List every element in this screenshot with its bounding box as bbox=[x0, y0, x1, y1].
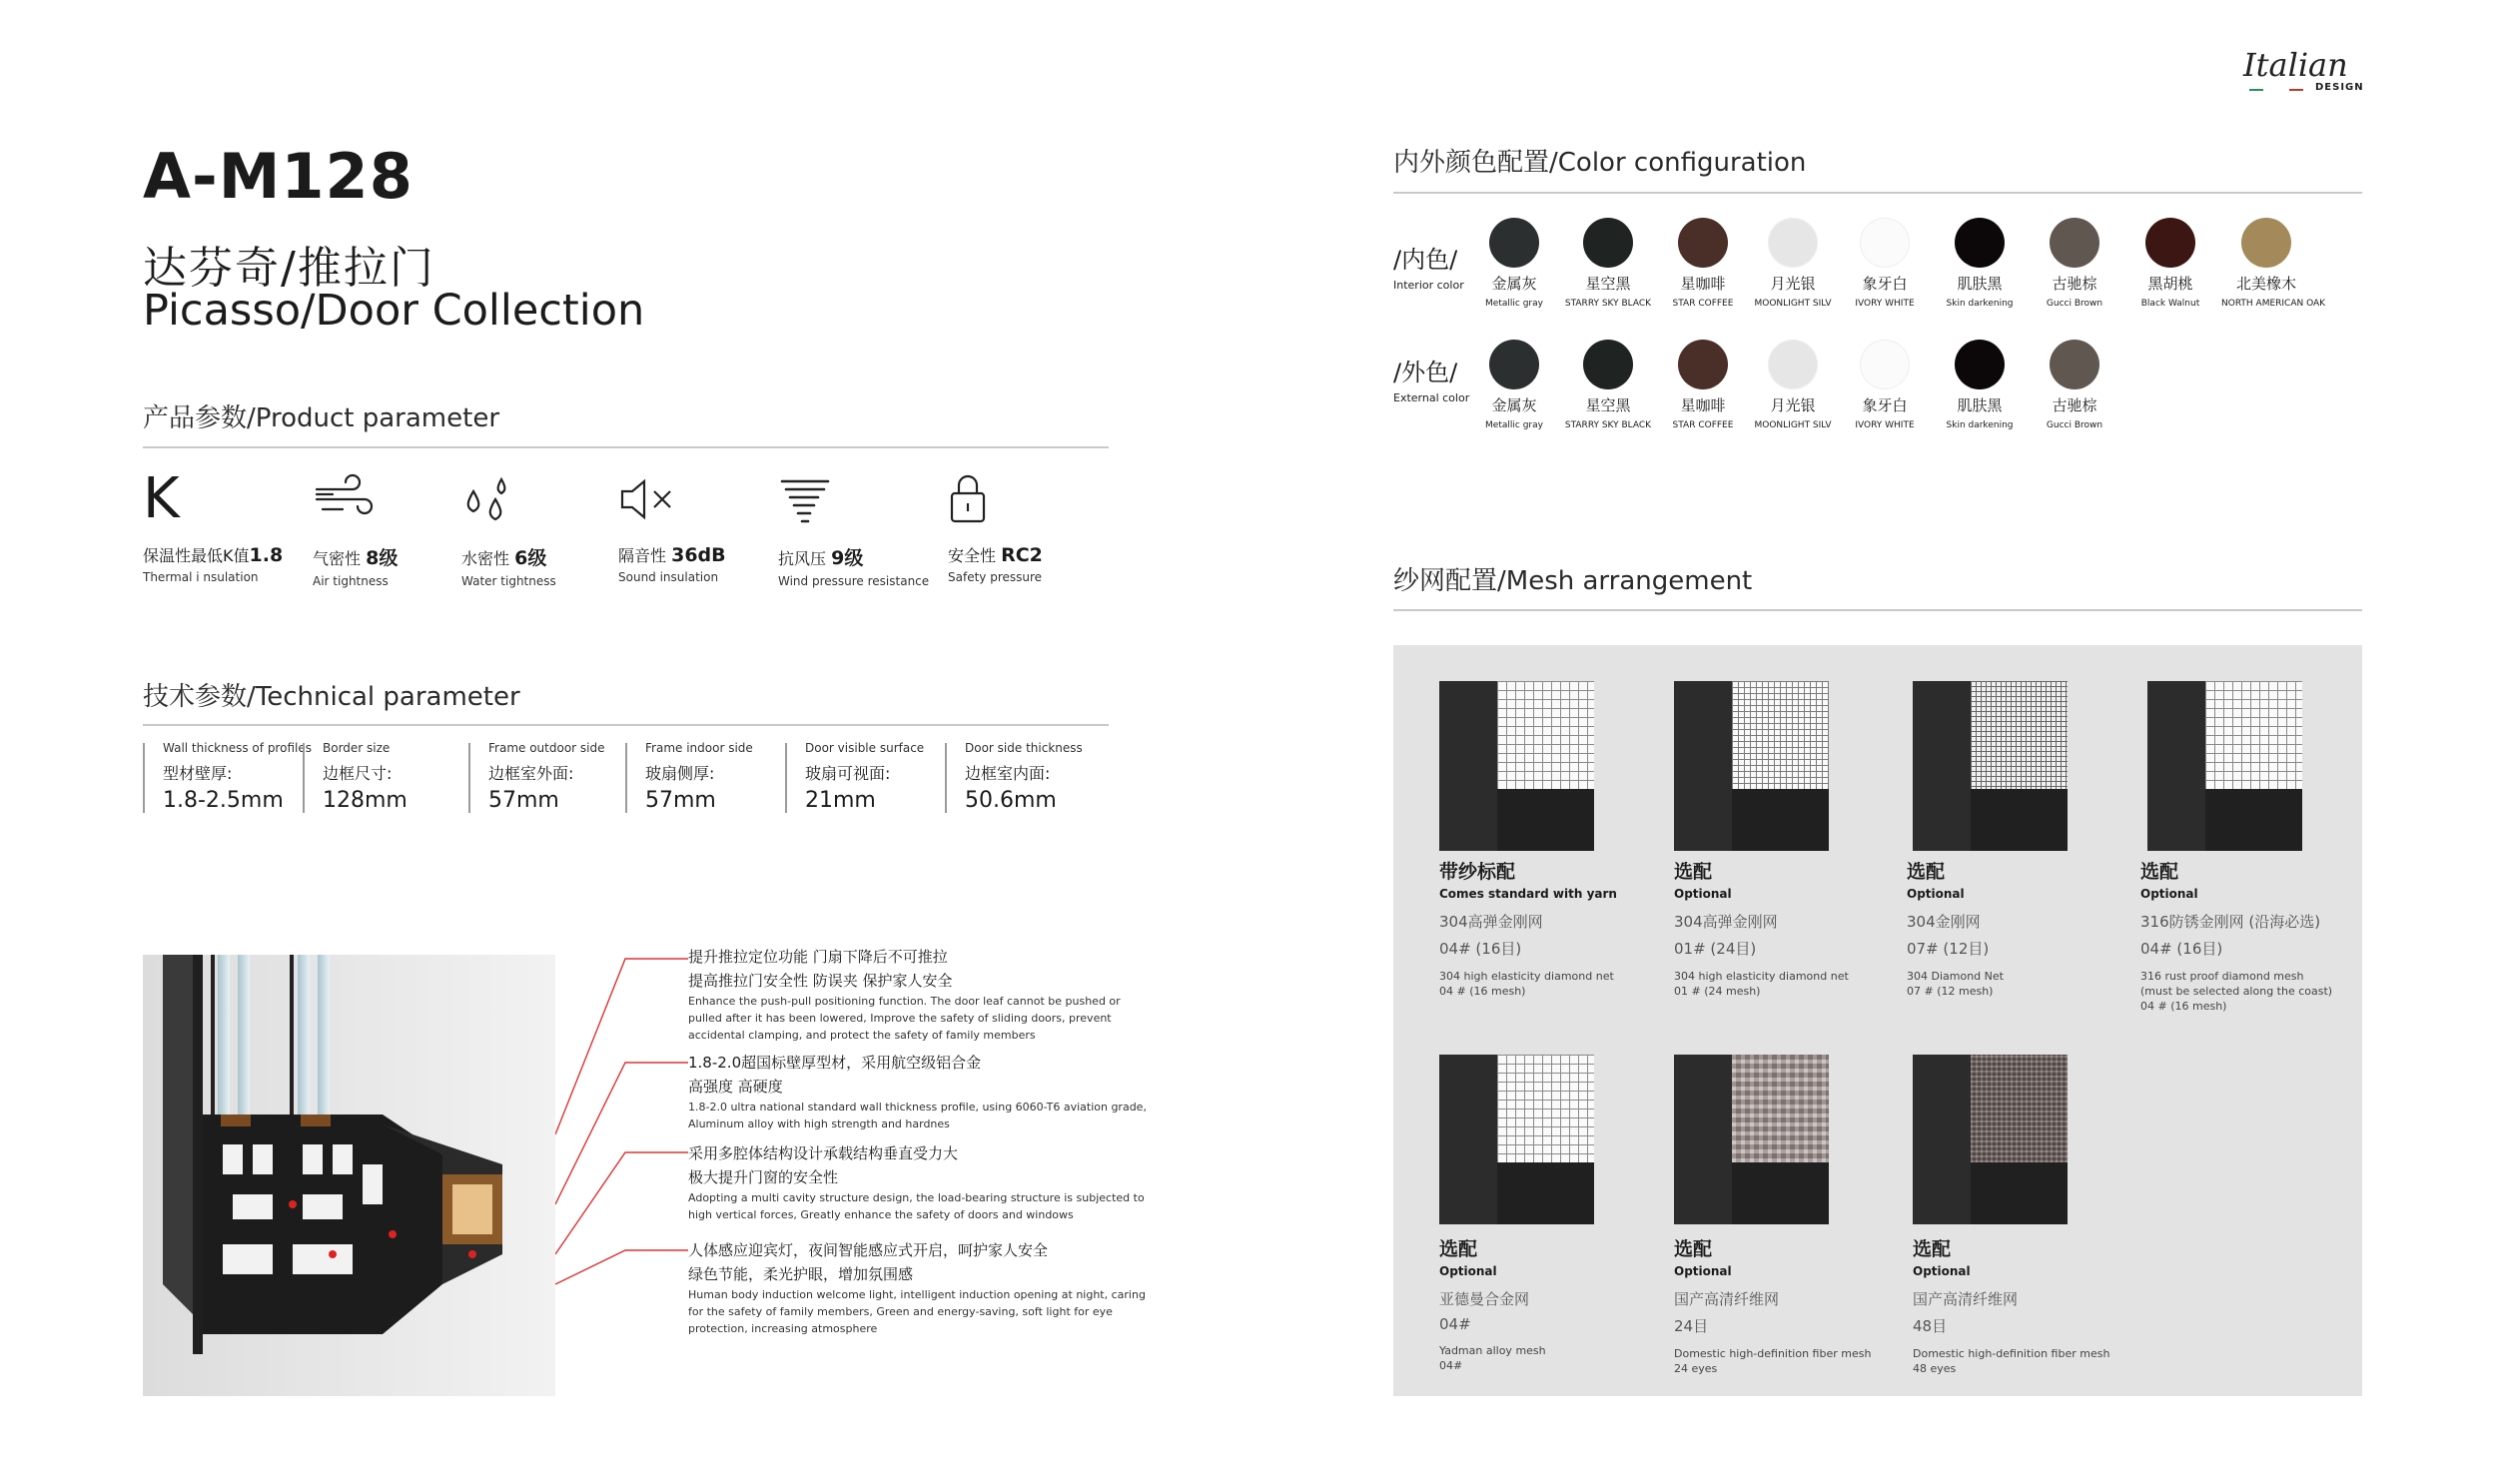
mesh-info bbox=[1439, 857, 1679, 999]
feature-label-en: Sound insulation bbox=[618, 570, 719, 584]
color-swatch-name: 星咖啡 bbox=[1680, 275, 1726, 293]
color-swatch-name: 月光银 bbox=[1770, 275, 1816, 293]
brand-flag-line-red bbox=[2289, 89, 2303, 91]
mesh-sub: Optional bbox=[1439, 1264, 1497, 1278]
color-swatch bbox=[1748, 340, 1838, 430]
k-value-icon: K bbox=[143, 466, 180, 531]
color-swatch-dot bbox=[1583, 218, 1633, 268]
color-swatch bbox=[1840, 340, 1930, 430]
color-swatch-name-en: STAR COFFEE bbox=[1672, 420, 1734, 430]
mesh-title: 选配 bbox=[1674, 861, 1713, 883]
color-swatch-name-en: Skin darkening bbox=[1946, 420, 2014, 430]
mesh-cn1: 国产高清纤维网 bbox=[1674, 1290, 1780, 1308]
feature-water bbox=[461, 469, 631, 588]
mesh-en3: 04 # (16 mesh) bbox=[2140, 1000, 2227, 1013]
feature-label-en: Water tightness bbox=[461, 574, 556, 588]
color-swatch-name-en: IVORY WHITE bbox=[1855, 420, 1915, 430]
mesh-title: 带纱标配 bbox=[1439, 861, 1516, 883]
color-swatch-dot bbox=[1489, 218, 1539, 268]
tech-param-value: 57mm bbox=[645, 788, 716, 813]
technical-parameter-heading: 技术参数/Technical parameter bbox=[143, 682, 520, 712]
title-cn: 达芬奇/推拉门 bbox=[143, 243, 435, 294]
feature-value: RC2 bbox=[1001, 544, 1043, 566]
mesh-cn1: 国产高清纤维网 bbox=[1913, 1290, 2019, 1308]
mesh-en2: 04 # (16 mesh) bbox=[1439, 985, 1526, 998]
mesh-sub: Optional bbox=[1913, 1264, 1971, 1278]
brand-logo bbox=[2235, 42, 2375, 102]
mesh-cn2: 01# (24目) bbox=[1674, 940, 1757, 958]
mesh-en1: 304 high elasticity diamond net bbox=[1439, 970, 1614, 983]
color-swatch-dot bbox=[1678, 218, 1728, 268]
tech-param-cn: 玻扇可视面: bbox=[805, 764, 891, 783]
color-swatch-name: 金属灰 bbox=[1491, 396, 1537, 414]
mesh-sample bbox=[1913, 1055, 2068, 1224]
tech-param-value: 50.6mm bbox=[965, 788, 1057, 813]
callout-en: Adopting a multi cavity structure design, the load-bearing structure is subjected to high vertical forces, Greatly enhance the safety of doors and windows bbox=[688, 1191, 1145, 1221]
mesh-cn1: 304高弹金刚网 bbox=[1674, 913, 1778, 931]
color-swatch-dot bbox=[2241, 218, 2291, 268]
mesh-info bbox=[1674, 1234, 1914, 1376]
color-swatch bbox=[2030, 218, 2119, 309]
tech-param bbox=[945, 743, 1083, 813]
mesh-en1: 304 Diamond Net bbox=[1907, 970, 2004, 983]
color-swatch-name: 星咖啡 bbox=[1680, 396, 1726, 414]
mesh-en1: 304 high elasticity diamond net bbox=[1674, 970, 1849, 983]
color-swatch bbox=[1563, 340, 1653, 430]
exterior-label-en: External color bbox=[1393, 391, 1470, 404]
mesh-en1: Domestic high-definition fiber mesh bbox=[1913, 1347, 2110, 1360]
tech-param-en: Frame outdoor side bbox=[488, 741, 605, 755]
feature-label-en: Thermal i nsulation bbox=[143, 570, 259, 584]
divider bbox=[1393, 609, 2362, 611]
color-swatch-name-en: IVORY WHITE bbox=[1855, 299, 1915, 309]
color-swatch bbox=[2221, 218, 2326, 309]
color-swatch-name: 星空黑 bbox=[1585, 275, 1631, 293]
mesh-info bbox=[1439, 1234, 1679, 1373]
color-swatch-name: 肌肤黑 bbox=[1957, 396, 2003, 414]
mesh-en2: (must be selected along the coast) bbox=[2140, 985, 2333, 998]
interior-label-cn: /内色/ bbox=[1393, 246, 1458, 274]
color-swatch bbox=[1935, 340, 2025, 430]
brand-sub: DESIGN bbox=[2315, 82, 2364, 93]
model-number: A-M128 bbox=[143, 140, 414, 213]
color-swatch bbox=[1748, 218, 1838, 309]
color-swatch-name-en: Gucci Brown bbox=[2046, 420, 2103, 430]
color-swatch bbox=[1840, 218, 1930, 309]
mesh-sample bbox=[1439, 1055, 1594, 1224]
feature-thermal bbox=[143, 466, 313, 584]
tech-param-value: 57mm bbox=[488, 788, 559, 813]
color-swatch-dot bbox=[2050, 340, 2099, 389]
feature-label-en: Wind pressure resistance bbox=[778, 574, 930, 588]
divider bbox=[1393, 192, 2362, 194]
mute-speaker-icon bbox=[618, 469, 788, 529]
color-swatch-dot bbox=[1583, 340, 1633, 389]
feature-sound bbox=[618, 469, 788, 584]
color-swatch-dot bbox=[1678, 340, 1728, 389]
feature-label: 隔音性 bbox=[618, 546, 667, 565]
mesh-en1: 316 rust proof diamond mesh bbox=[2140, 970, 2304, 983]
product-parameter-heading: 产品参数/Product parameter bbox=[143, 403, 500, 433]
mesh-info bbox=[2140, 857, 2355, 1014]
mesh-sub: Optional bbox=[2140, 887, 2198, 901]
title-en: Picasso/Door Collection bbox=[143, 286, 645, 336]
color-swatch-name-en: Metallic gray bbox=[1485, 420, 1543, 430]
color-swatch-dot bbox=[2050, 218, 2099, 268]
lock-icon bbox=[948, 469, 1118, 529]
divider bbox=[143, 446, 1109, 448]
mesh-en2: 04# bbox=[1439, 1359, 1463, 1372]
color-swatch-dot bbox=[2145, 218, 2195, 268]
exterior-label-cn: /外色/ bbox=[1393, 359, 1458, 386]
color-swatch-dot bbox=[1768, 340, 1818, 389]
feature-label: 抗风压 bbox=[778, 549, 827, 568]
callout-cn: 高强度 高硬度 bbox=[688, 1078, 783, 1096]
tech-param-cn: 边框室内面: bbox=[965, 764, 1051, 783]
callout-cn: 1.8-2.0超国标壁厚型材，采用航空级铝合金 bbox=[688, 1054, 982, 1072]
color-swatch-dot bbox=[1860, 340, 1910, 389]
brand-script: Italian bbox=[2243, 46, 2348, 84]
tech-param-en: Border size bbox=[323, 741, 391, 755]
color-swatch bbox=[2030, 340, 2119, 430]
tornado-icon bbox=[778, 469, 948, 529]
tech-param-cn: 玻扇侧厚: bbox=[645, 764, 715, 783]
tech-param bbox=[785, 743, 924, 813]
feature-label: 安全性 bbox=[948, 546, 997, 565]
tech-param-en: Frame indoor side bbox=[645, 741, 753, 755]
color-config-heading: 内外颜色配置/Color configuration bbox=[1393, 148, 1807, 178]
color-swatch bbox=[1658, 218, 1748, 309]
feature-wind-pressure bbox=[778, 469, 948, 588]
color-swatch-name-en: Metallic gray bbox=[1485, 299, 1543, 309]
mesh-info bbox=[1913, 1234, 2152, 1376]
tech-param bbox=[303, 743, 408, 813]
mesh-title: 选配 bbox=[1439, 1238, 1478, 1260]
callout-cn: 极大提升门窗的安全性 bbox=[688, 1168, 839, 1186]
mesh-cn2: 07# (12目) bbox=[1907, 940, 1990, 958]
color-swatch-name-en: Skin darkening bbox=[1946, 299, 2014, 309]
callout-note bbox=[688, 945, 1148, 1044]
color-swatch-name: 星空黑 bbox=[1585, 396, 1631, 414]
color-swatch-dot bbox=[1768, 218, 1818, 268]
mesh-en2: 48 eyes bbox=[1913, 1362, 1957, 1375]
color-swatch-name: 北美橡木 bbox=[2235, 275, 2296, 293]
color-swatch-name-en: NORTH AMERICAN OAK bbox=[2221, 299, 2326, 309]
color-swatch-dot bbox=[1955, 340, 2005, 389]
color-swatch-name: 象牙白 bbox=[1862, 396, 1908, 414]
callout-cn: 提高推拉门安全性 防误夹 保护家人安全 bbox=[688, 972, 953, 990]
mesh-sub: Comes standard with yarn bbox=[1439, 887, 1617, 901]
color-swatch-name: 古驰棕 bbox=[2052, 396, 2097, 414]
callout-en: Enhance the push-pull positioning function. The door leaf cannot be pushed or pulled after it has been lowered, Improve the safety of sliding doors, prevent accidental clamping, and protect the safety of family members bbox=[688, 995, 1121, 1042]
mesh-en2: 07 # (12 mesh) bbox=[1907, 985, 1994, 998]
feature-value: 1.8 bbox=[249, 544, 284, 566]
feature-value: 8级 bbox=[366, 547, 399, 569]
mesh-cn2: 48目 bbox=[1913, 1317, 1948, 1335]
color-swatch bbox=[1935, 218, 2025, 309]
color-swatch bbox=[1469, 218, 1559, 309]
mesh-sample bbox=[1913, 681, 2068, 851]
color-swatch-name-en: STARRY SKY BLACK bbox=[1564, 299, 1652, 309]
tech-param-value: 128mm bbox=[323, 788, 408, 813]
feature-value: 36dB bbox=[671, 544, 726, 566]
color-swatch bbox=[2125, 218, 2215, 309]
callout-cn: 人体感应迎宾灯，夜间智能感应式开启，呵护家人安全 bbox=[688, 1241, 1049, 1259]
feature-label: 保温性最低K值 bbox=[143, 546, 250, 565]
interior-color-label bbox=[1393, 240, 1464, 292]
color-swatch-name: 古驰棕 bbox=[2052, 275, 2097, 293]
color-swatch-name-en: MOONLIGHT SILV bbox=[1754, 299, 1832, 309]
mesh-cn2: 04# (16目) bbox=[2140, 940, 2223, 958]
tech-param-value: 21mm bbox=[805, 788, 876, 813]
mesh-en1: Domestic high-definition fiber mesh bbox=[1674, 1347, 1872, 1360]
mesh-sample bbox=[1674, 1055, 1829, 1224]
color-swatch-name: 金属灰 bbox=[1491, 275, 1537, 293]
mesh-cn2: 24目 bbox=[1674, 1317, 1709, 1335]
color-swatch-name-en: Black Walnut bbox=[2140, 299, 2200, 309]
mesh-en2: 24 eyes bbox=[1674, 1362, 1718, 1375]
color-swatch bbox=[1563, 218, 1653, 309]
mesh-cn1: 亚德曼合金网 bbox=[1439, 1290, 1530, 1308]
feature-label: 气密性 bbox=[313, 549, 362, 568]
mesh-en1: Yadman alloy mesh bbox=[1439, 1344, 1546, 1357]
callout-lines bbox=[555, 955, 695, 1396]
tech-param-en: Door visible surface bbox=[805, 741, 925, 755]
tech-param-cn: 型材壁厚: bbox=[163, 764, 233, 783]
brand-flag-line bbox=[2249, 89, 2263, 91]
tech-param-en: Door side thickness bbox=[965, 741, 1083, 755]
color-swatch-name: 肌肤黑 bbox=[1957, 275, 2003, 293]
callout-cn: 提升推拉定位功能 门扇下降后不可推拉 bbox=[688, 948, 948, 966]
color-swatch-name-en: Gucci Brown bbox=[2046, 299, 2103, 309]
color-swatch-dot bbox=[1955, 218, 2005, 268]
color-swatch-name: 象牙白 bbox=[1862, 275, 1908, 293]
tech-param bbox=[143, 743, 312, 813]
mesh-sample bbox=[1674, 681, 1829, 851]
feature-value: 9级 bbox=[831, 547, 864, 569]
callout-en: Human body induction welcome light, intelligent induction opening at night, caring for the safety of family members, Green and energy-saving, soft light for eye protection, increasing atmosphere bbox=[688, 1288, 1146, 1335]
tech-param bbox=[468, 743, 605, 813]
color-swatch-name-en: STAR COFFEE bbox=[1672, 299, 1734, 309]
mesh-info bbox=[1674, 857, 1914, 999]
callout-note bbox=[688, 1238, 1148, 1337]
tech-param-en: Wall thickness of profiles bbox=[163, 741, 312, 755]
color-swatch-name: 黑胡桃 bbox=[2147, 275, 2193, 293]
mesh-sample bbox=[2147, 681, 2302, 851]
feature-label-en: Air tightness bbox=[313, 574, 389, 588]
feature-label-en: Safety pressure bbox=[948, 570, 1043, 584]
mesh-sub: Optional bbox=[1907, 887, 1965, 901]
mesh-cn1: 316防锈金刚网 (沿海必选) bbox=[2140, 913, 2321, 931]
mesh-sample bbox=[1439, 681, 1594, 851]
feature-air bbox=[313, 469, 482, 588]
feature-safety bbox=[948, 469, 1118, 584]
mesh-cn2: 04# (16目) bbox=[1439, 940, 1522, 958]
color-swatch-dot bbox=[1489, 340, 1539, 389]
mesh-heading: 纱网配置/Mesh arrangement bbox=[1393, 566, 1753, 596]
callout-note bbox=[688, 1051, 1148, 1132]
tech-param bbox=[625, 743, 753, 813]
tech-param-cn: 边框尺寸: bbox=[323, 764, 393, 783]
feature-value: 6级 bbox=[514, 547, 547, 569]
wind-icon bbox=[313, 469, 482, 529]
mesh-en2: 01 # (24 mesh) bbox=[1674, 985, 1761, 998]
color-swatch-name-en: STARRY SKY BLACK bbox=[1564, 420, 1652, 430]
color-swatch bbox=[1658, 340, 1748, 430]
mesh-sub: Optional bbox=[1674, 887, 1732, 901]
color-swatch-dot bbox=[1860, 218, 1910, 268]
callout-en: 1.8-2.0 ultra national standard wall thickness profile, using 6060-T6 aviation grade, Aluminum alloy with high strength and hardnes bbox=[688, 1101, 1147, 1130]
water-drops-icon bbox=[461, 469, 631, 529]
interior-label-en: Interior color bbox=[1393, 279, 1464, 292]
mesh-cn1: 304金刚网 bbox=[1907, 913, 1981, 931]
profile-cross-section-image bbox=[143, 955, 555, 1396]
mesh-title: 选配 bbox=[1913, 1238, 1952, 1260]
exterior-color-label bbox=[1393, 353, 1469, 404]
color-swatch bbox=[1469, 340, 1559, 430]
callout-note bbox=[688, 1141, 1148, 1223]
mesh-cn1: 304高弹金刚网 bbox=[1439, 913, 1543, 931]
callout-cn: 绿色节能，柔光护眼，增加氛围感 bbox=[688, 1265, 914, 1283]
mesh-cn2: 04# bbox=[1439, 1315, 1471, 1333]
color-swatch-name-en: MOONLIGHT SILV bbox=[1754, 420, 1832, 430]
mesh-info bbox=[1907, 857, 2146, 999]
callout-cn: 采用多腔体结构设计承载结构垂直受力大 bbox=[688, 1144, 959, 1162]
divider bbox=[143, 724, 1109, 726]
color-swatch-name: 月光银 bbox=[1770, 396, 1816, 414]
mesh-sub: Optional bbox=[1674, 1264, 1732, 1278]
mesh-title: 选配 bbox=[2140, 861, 2179, 883]
mesh-title: 选配 bbox=[1674, 1238, 1713, 1260]
tech-param-value: 1.8-2.5mm bbox=[163, 788, 284, 813]
mesh-title: 选配 bbox=[1907, 861, 1946, 883]
mesh-panel bbox=[1393, 645, 2362, 1396]
feature-label: 水密性 bbox=[461, 549, 510, 568]
tech-param-cn: 边框室外面: bbox=[488, 764, 574, 783]
